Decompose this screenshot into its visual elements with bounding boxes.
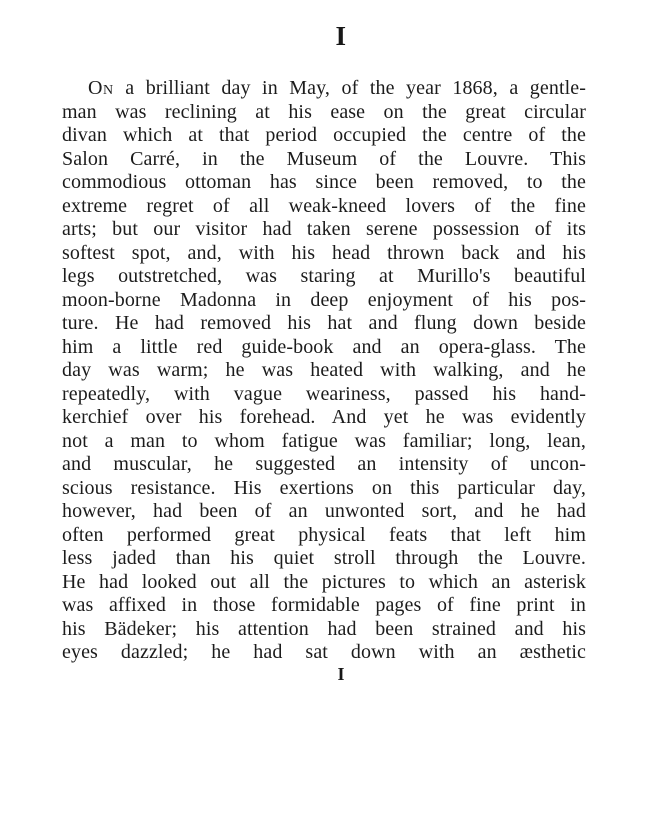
- text-line: eyes dazzled; he had sat down with an æsthetic: [62, 641, 586, 663]
- text-line: commodious ottoman has since been removed, to the: [62, 171, 586, 193]
- text-line: kerchief over his forehead. And yet he was evidently: [62, 406, 586, 428]
- text-line: his Bädeker; his attention had been strained and his: [62, 617, 586, 640]
- text-line: [62, 77, 586, 101]
- text-line: and muscular, he suggested an intensity of uncon-: [62, 453, 586, 475]
- text-line: however, had been of an unwonted sort, and he had: [62, 500, 586, 522]
- text-line: legs outstretched, was staring at Murillo's beautiful: [62, 265, 586, 287]
- text-line: arts; but our visitor had taken serene possession of its: [62, 218, 586, 240]
- text-line: repeatedly, with vague weariness, passed his hand-: [62, 382, 586, 405]
- text-line-rest: a brilliant day in May, of the year 1868, a gentle-: [113, 77, 586, 99]
- text-line: moon-borne Madonna in deep enjoyment of his pos-: [62, 288, 586, 311]
- text-line: less jaded than his quiet stroll through the Louvre.: [62, 547, 586, 569]
- text-line: softest spot, and, with his head thrown back and his: [62, 241, 586, 264]
- text-line: divan which at that period occupied the centre of the: [62, 124, 586, 146]
- text-line: man was reclining at his ease on the great circular: [62, 100, 586, 123]
- text-line: ture. He had removed his hat and flung down beside: [62, 312, 586, 334]
- body-text: [62, 77, 586, 665]
- page-number: I: [337, 664, 345, 684]
- text-line: was affixed in those formidable pages of fine print in: [62, 594, 586, 616]
- text-line: not a man to whom fatigue was familiar; long, lean,: [62, 429, 586, 452]
- opening-word: On: [88, 77, 114, 99]
- chapter-heading: I: [335, 21, 347, 51]
- text-line: extreme regret of all weak-kneed lovers of the fine: [62, 194, 586, 217]
- text-line: He had looked out all the pictures to which an asterisk: [62, 570, 586, 593]
- text-line: him a little red guide-book and an opera-glass. The: [62, 335, 586, 358]
- text-line: often performed great physical feats that left him: [62, 523, 586, 546]
- text-line: Salon Carré, in the Museum of the Louvre. This: [62, 147, 586, 170]
- text-line: day was warm; he was heated with walking, and he: [62, 359, 586, 381]
- text-line: scious resistance. His exertions on this particular day,: [62, 476, 586, 499]
